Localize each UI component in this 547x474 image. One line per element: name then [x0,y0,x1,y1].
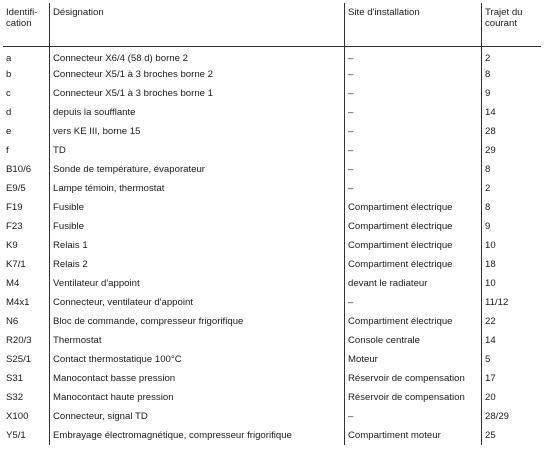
cell-path: 2 [485,53,491,65]
table-row [3,46,541,65]
table-row [3,236,541,255]
cell-path: 28 [485,126,496,137]
table-row [3,122,541,141]
cell-identification: F23 [3,217,50,236]
cell-designation: Connecteur X5/1 à 3 broches borne 1 [50,84,345,103]
cell-designation: Bloc de commande, compresseur frigorifique [50,312,345,331]
cell-identification: K7/1 [3,255,50,274]
header-row [3,3,541,46]
cell-designation: Connecteur, signal TD [50,407,345,426]
cell-designation: TD [50,141,345,160]
table-row [3,312,541,331]
cell-designation: Fusible [50,217,345,236]
cell-identification: S31 [3,369,50,388]
cell-designation: Sonde de température, évaporateur [50,160,345,179]
cell-site: Compartiment électrique [345,198,482,217]
cell-designation: Connecteur X5/1 à 3 broches borne 2 [50,65,345,84]
cell-path: 9 [485,88,491,99]
cell-identification: K9 [3,236,50,255]
header-path: Trajet du courant [482,3,542,46]
table-row [3,369,541,388]
table-row [3,274,541,293]
table-body [3,46,541,445]
cell-identification: a [3,46,50,65]
cell-designation: Connecteur X6/4 (58 d) borne 2 [50,46,345,65]
cell-path: 9 [485,221,491,232]
table-row [3,255,541,274]
table-row [3,293,541,312]
cell-identification: B10/6 [3,160,50,179]
cell-designation: Lampe témoin, thermostat [50,179,345,198]
cell-designation: Relais 1 [50,236,345,255]
cell-path: 17 [485,373,496,384]
cell-site: Compartiment électrique [345,255,482,274]
table-row [3,103,541,122]
cell-site: – [345,293,482,312]
cell-site: – [345,65,482,84]
components-table [3,3,541,445]
cell-site: – [345,160,482,179]
cell-site: Compartiment moteur [345,426,482,445]
cell-designation: depuis la soufflante [50,103,345,122]
cell-designation: Manocontact basse pression [50,369,345,388]
cell-site: – [345,84,482,103]
header-designation: Désignation [50,3,345,46]
cell-path: 20 [485,392,496,403]
cell-designation: Ventilateur d'appoint [50,274,345,293]
cell-site: – [345,46,482,65]
cell-identification: X100 [3,407,50,426]
cell-identification: c [3,84,50,103]
cell-path: 29 [485,145,496,156]
cell-designation: Contact thermostatique 100°C [50,350,345,369]
cell-site: Console centrale [345,331,482,350]
cell-path: 8 [485,202,491,213]
cell-path: 11/12 [485,297,509,308]
cell-path: 14 [485,335,496,346]
table-row [3,350,541,369]
cell-identification: N6 [3,312,50,331]
cell-path: 10 [485,278,496,289]
cell-identification: S32 [3,388,50,407]
table-row [3,198,541,217]
table-row [3,84,541,103]
cell-path: 2 [485,183,491,194]
cell-identification: E9/5 [3,179,50,198]
table-row [3,407,541,426]
table-row [3,388,541,407]
cell-designation: Manocontact haute pression [50,388,345,407]
table-row [3,217,541,236]
header-site: Site d'installation [345,3,482,46]
cell-site: – [345,407,482,426]
table-row [3,65,541,84]
cell-designation: Connecteur, ventilateur d'appoint [50,293,345,312]
cell-site: – [345,141,482,160]
cell-path: 8 [485,69,491,80]
header-identification: Identifi-cation [3,3,50,46]
cell-site: Réservoir de compensation [345,388,482,407]
cell-designation: Fusible [50,198,345,217]
cell-path: 22 [485,316,496,327]
cell-identification: M4 [3,274,50,293]
cell-path: 25 [485,430,496,441]
cell-identification: R20/3 [3,331,50,350]
cell-identification: f [3,141,50,160]
cell-path: 8 [485,164,491,175]
table-row [3,160,541,179]
cell-site: – [345,122,482,141]
cell-path: 10 [485,240,496,251]
cell-site: Compartiment électrique [345,312,482,331]
table-row [3,426,541,445]
cell-site: Compartiment électrique [345,236,482,255]
cell-identification: M4x1 [3,293,50,312]
cell-site: Compartiment électrique [345,217,482,236]
cell-path: 5 [485,354,491,365]
cell-designation: vers KE III, borne 15 [50,122,345,141]
cell-identification: e [3,122,50,141]
table-row [3,179,541,198]
cell-identification: b [3,65,50,84]
cell-path: 28/29 [485,411,510,422]
cell-designation: Relais 2 [50,255,345,274]
cell-designation: Thermostat [50,331,345,350]
cell-identification: S25/1 [3,350,50,369]
table-row [3,141,541,160]
cell-identification: F19 [3,198,50,217]
table-row [3,331,541,350]
table-header [3,3,541,46]
cell-identification: d [3,103,50,122]
cell-designation: Embrayage électromagnétique, compresseur frigorifique [50,426,345,445]
cell-identification: Y5/1 [3,426,50,445]
cell-site: Moteur [345,350,482,369]
cell-site: – [345,103,482,122]
cell-site: devant le radiateur [345,274,482,293]
cell-path: 18 [485,259,496,270]
cell-path: 14 [485,107,496,118]
cell-site: – [345,179,482,198]
cell-site: Réservoir de compensation [345,369,482,388]
